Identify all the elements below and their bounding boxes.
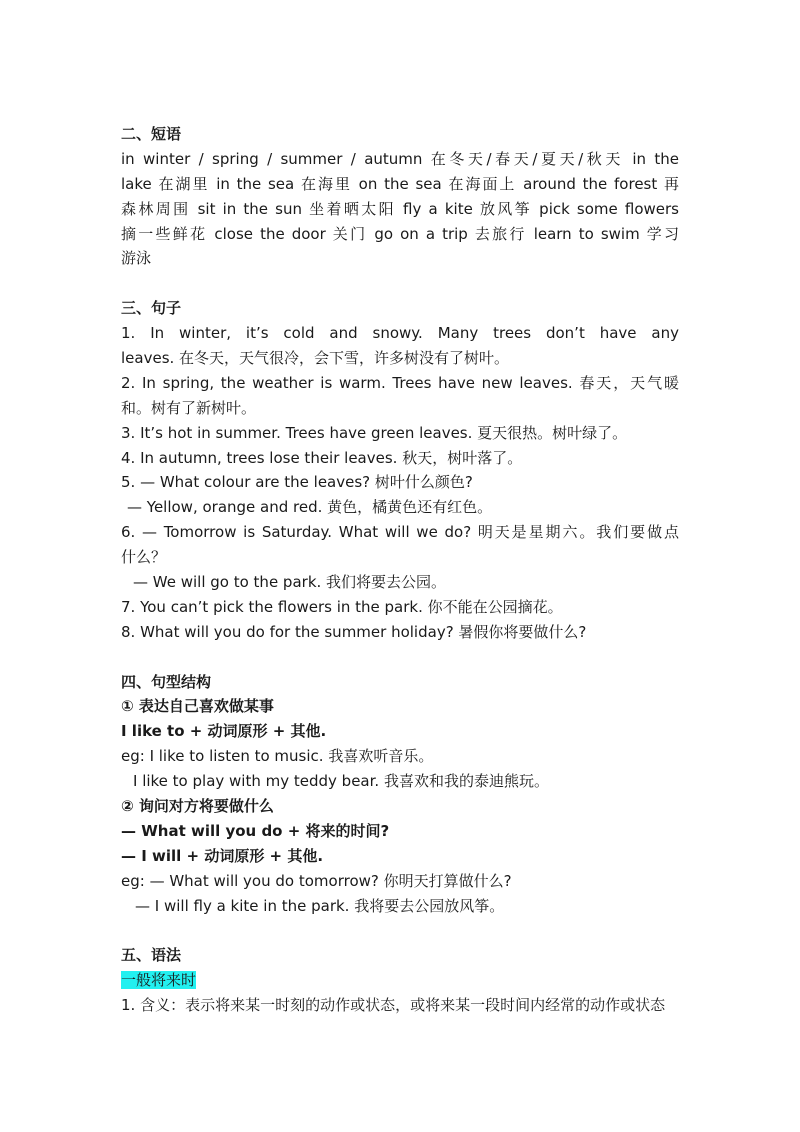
sentence-line: 5. — What colour are the leaves? 树叶什么颜色? xyxy=(121,473,473,492)
sentence-line: 什么？ xyxy=(121,548,167,567)
phrases-line: 森林周围 sit in the sun 坐着晒太阳 fly a kite 放风筝 pick some flowers xyxy=(121,199,679,218)
sentence-line: — We will go to the park. 我们将要去公园。 xyxy=(133,573,447,592)
sentence-line: 1. In winter, it’s cold and snowy. Many trees don’t have any xyxy=(121,324,679,343)
grammar-definition: 1. 含义：表示将来某一时刻的动作或状态，或将来某一段时间内经常的动作或状态 xyxy=(121,996,666,1015)
sentence-line: leaves. 在冬天，天气很冷，会下雪，许多树没有了树叶。 xyxy=(121,349,510,368)
sentence-line: 6. — Tomorrow is Saturday. What will we do? 明天是星期六。我们要做点 xyxy=(121,523,679,542)
grammar-highlight-line xyxy=(121,968,679,993)
grammar-highlight: 一般将来时 xyxy=(121,971,197,990)
phrases-line: 摘一些鲜花 close the door 关门 go on a trip 去旅行 learn to swim 学习 xyxy=(121,224,679,243)
sentence-line: 3. It’s hot in summer. Trees have green leaves. 夏天很热。树叶绿了。 xyxy=(121,423,628,442)
grammar-heading: 五、语法 xyxy=(121,946,182,965)
pattern-example: — I will fly a kite in the park. 我将要去公园放风筝。 xyxy=(135,896,505,915)
phrases-line: 游泳 xyxy=(121,249,152,268)
pattern-formula: — What will you do + 将来的时间? xyxy=(121,821,390,840)
pattern-example: eg: I like to listen to music. 我喜欢听音乐。 xyxy=(121,747,434,766)
sentence-line: — Yellow, orange and red. 黄色，橘黄色还有红色。 xyxy=(127,498,493,517)
pattern-subheading: ② 询问对方将要做什么 xyxy=(121,797,274,816)
phrases-heading: 二、短语 xyxy=(121,125,182,143)
sentences-heading: 三、句子 xyxy=(121,299,182,318)
sentence-line: 7. You can’t pick the flowers in the park. 你不能在公园摘花。 xyxy=(121,597,563,616)
pattern-formula: — I will + 动词原形 + 其他. xyxy=(121,846,324,865)
phrases-line: in winter / spring / summer / autumn 在冬天/春天/夏天/秋天 in the xyxy=(121,149,679,168)
document-page xyxy=(121,122,679,1018)
pattern-subheading: ① 表达自己喜欢做某事 xyxy=(121,697,274,716)
sentence-line: 和。树有了新树叶。 xyxy=(121,398,257,417)
pattern-example: I like to play with my teddy bear. 我喜欢和我的泰迪熊玩。 xyxy=(133,772,549,791)
phrases-line: lake 在湖里 in the sea 在海里 on the sea 在海面上 around the forest 再 xyxy=(121,174,679,193)
sentence-line: 4. In autumn, trees lose their leaves. 秋天，树叶落了。 xyxy=(121,448,523,467)
pattern-example: eg: — What will you do tomorrow? 你明天打算做什么? xyxy=(121,871,512,890)
pattern-formula: I like to + 动词原形 + 其他. xyxy=(121,722,327,741)
sentence-line: 8. What will you do for the summer holiday? 暑假你将要做什么? xyxy=(121,622,587,641)
sentence-line: 2. In spring, the weather is warm. Trees have new leaves. 春天，天气暖 xyxy=(121,373,679,392)
patterns-heading: 四、句型结构 xyxy=(121,672,212,691)
